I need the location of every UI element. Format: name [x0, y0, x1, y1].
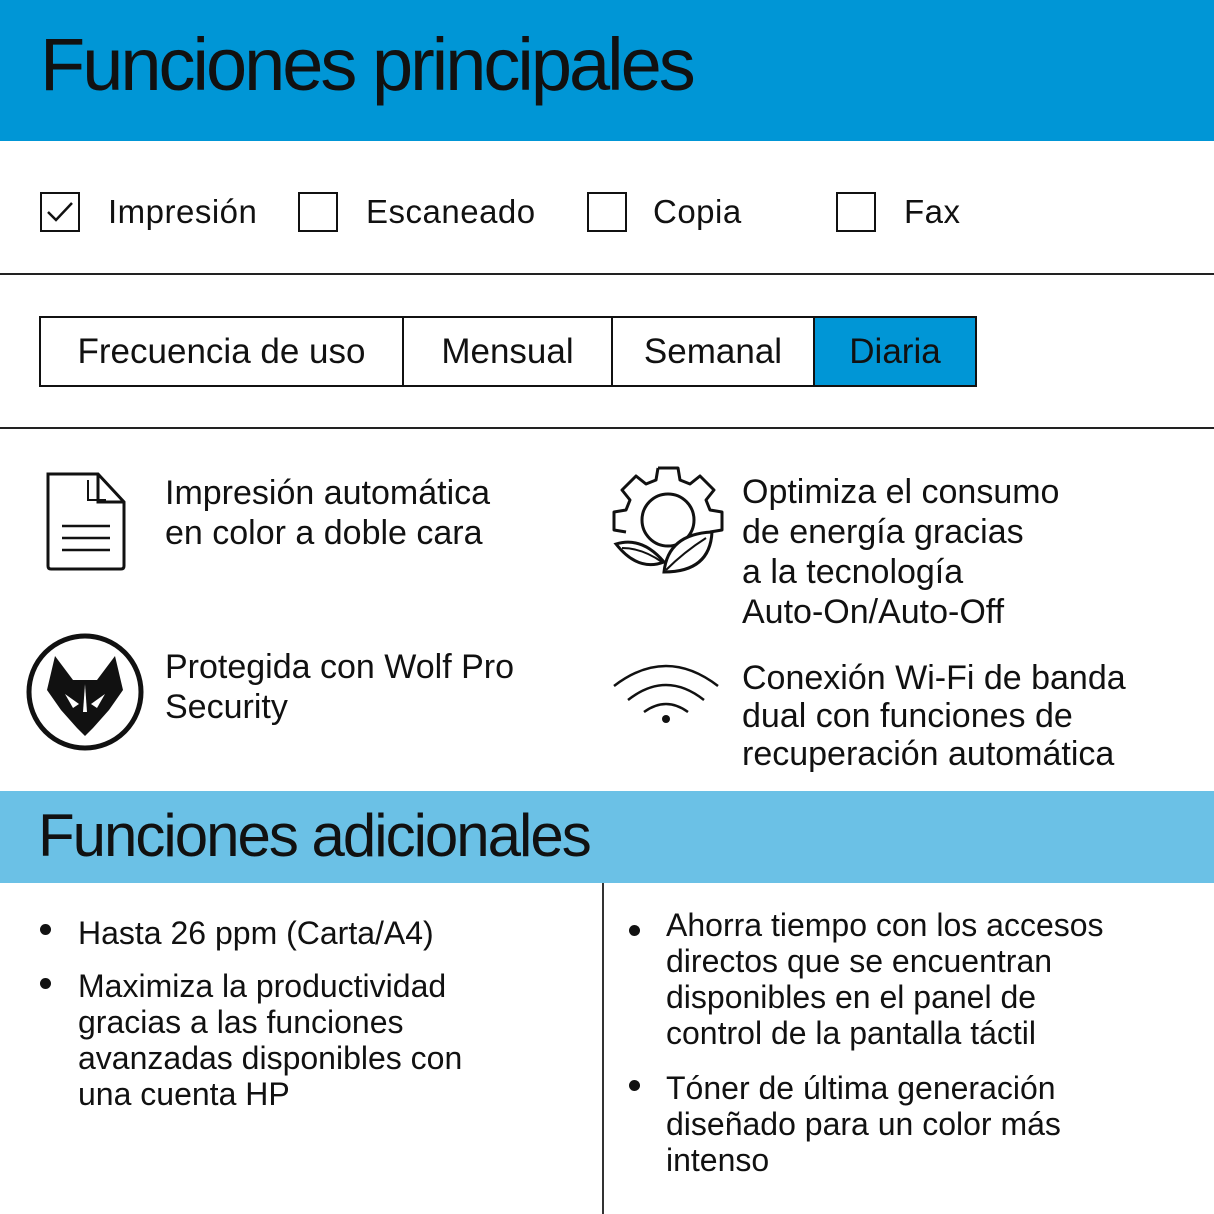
function-checkboxes — [0, 141, 1214, 275]
document-icon — [44, 470, 128, 572]
feature-text: Protegida con Wolf Pro Security — [165, 648, 514, 726]
feature-text: Optimiza el consumo de energía gracias a la tecnología Auto-On/Auto-Off — [742, 473, 1060, 631]
column-divider — [602, 883, 604, 1214]
bullet-icon — [40, 978, 51, 989]
checkbox-label: Fax — [904, 193, 961, 230]
checkbox-copia[interactable] — [587, 189, 742, 235]
bullet-icon — [40, 924, 51, 935]
checkbox-impresion[interactable] — [40, 189, 257, 235]
checkbox-label: Impresión — [108, 193, 258, 230]
checkbox-box[interactable] — [836, 192, 876, 232]
main-header-title: Funciones principales — [40, 23, 693, 106]
frequency-option-mensual[interactable]: Mensual — [404, 318, 613, 385]
checkbox-label: Copia — [653, 193, 742, 230]
additional-list-left — [78, 915, 578, 1131]
list-item: Hasta 26 ppm (Carta/A4) — [78, 915, 578, 951]
checkbox-fax[interactable] — [836, 189, 961, 235]
checkmark-icon — [45, 199, 75, 225]
list-item: Ahorra tiempo con los accesos directos que se encuentran disponibles en el panel de control de la pantalla táctil — [666, 907, 1206, 1051]
main-header — [0, 0, 1214, 141]
frequency-selector — [39, 316, 977, 387]
bullet-icon — [629, 925, 640, 936]
list-item: Maximiza la productividad gracias a las funciones avanzadas disponibles con una cuenta HP — [78, 968, 578, 1112]
list-item: Tóner de última generación diseñado para un color más intenso — [666, 1070, 1206, 1178]
divider — [0, 427, 1214, 429]
wolf-security-icon — [25, 632, 145, 752]
checkbox-box[interactable] — [587, 192, 627, 232]
feature-text: Impresión automática en color a doble cara — [165, 474, 491, 552]
checkbox-escaneado[interactable] — [298, 189, 536, 235]
feature-text: Conexión Wi-Fi de banda dual con funciones de recuperación automática — [742, 659, 1126, 773]
additional-header — [0, 791, 1214, 883]
bullet-icon — [629, 1080, 640, 1091]
eco-gear-leaf-icon — [608, 462, 728, 580]
additional-header-title: Funciones adicionales — [38, 802, 590, 869]
checkbox-box-checked[interactable] — [40, 192, 80, 232]
frequency-option-semanal[interactable]: Semanal — [613, 318, 815, 385]
checkbox-label: Escaneado — [366, 193, 536, 230]
frequency-option-diaria[interactable]: Diaria — [815, 318, 975, 385]
frequency-label: Frecuencia de uso — [41, 318, 404, 385]
additional-list-right — [666, 907, 1206, 1197]
divider — [0, 273, 1214, 275]
checkbox-box[interactable] — [298, 192, 338, 232]
wifi-icon — [610, 658, 722, 728]
